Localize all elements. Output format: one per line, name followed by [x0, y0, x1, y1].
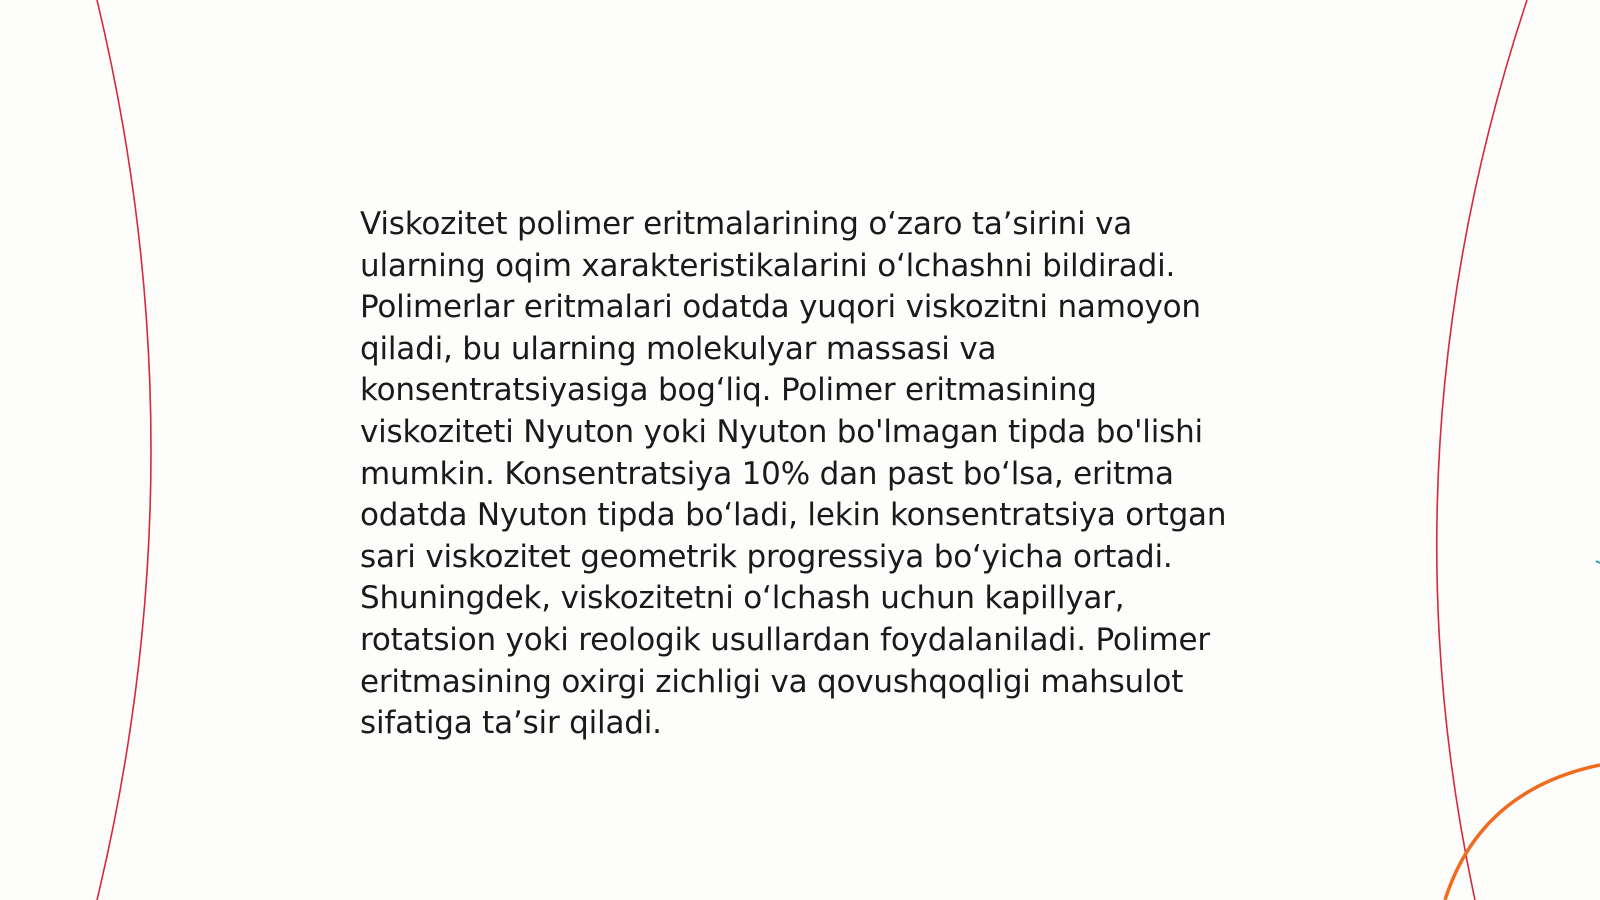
- body-paragraph: Viskozitet polimer eritmalarining o‘zaro ta’sirini va ularning oqim xarakteristikalarini o‘lchashni bildiradi. Polimerlar eritmalari odatda yuqori viskozitni namoyon qiladi, bu ularning molekulyar massasi va konsentratsiyasiga bog‘liq. Polimer eritmasining viskoziteti Nyuton yoki Nyuton bo'lmagan tipda bo'lishi mumkin. Konsentratsiya 10% dan past bo‘lsa, eritma odatda Nyuton tipda bo‘ladi, lekin konsentratsiya ortgan sari viskozitet geometrik progressiya bo‘yicha ortadi. Shuningdek, viskozitetni o‘lchash uchun kapillyar, rotatsion yoki reologik usullardan foydalaniladi. Polimer eritmasining oxirgi zichligi va qovushqoqligi mahsulot sifatiga ta’sir qiladi.: [360, 206, 1227, 742]
- right-red-curve: [1437, 0, 1527, 900]
- teal-accent-mark: [1596, 561, 1600, 563]
- orange-arc: [1445, 765, 1600, 900]
- left-red-curve: [97, 0, 151, 900]
